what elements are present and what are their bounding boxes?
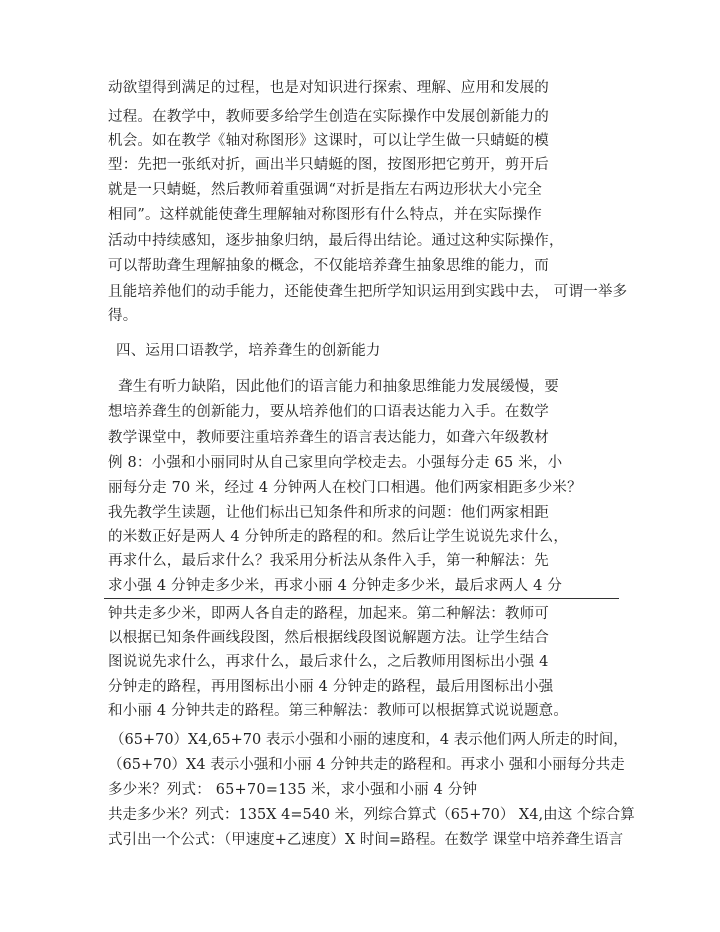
text-line: 相同”。这样就能使聋生理解轴对称图形有什么特点，并在实际操作 — [108, 207, 542, 223]
text-line: 式引出一个公式：（甲速度+乙速度）X 时间=路程。在数学 课堂中培养聋生语言 — [108, 832, 624, 848]
text-line: 共走多少米？列式：135X 4=540 米，列综合算式（65+70） X4,由这 个综合算 — [108, 807, 635, 823]
divider-line — [104, 598, 619, 599]
section-heading: 四、运用口语教学，培养聋生的创新能力 — [116, 343, 381, 359]
text-line: 再求什么，最后求什么？我采用分析法从条件入手，第一种解法：先 — [108, 553, 549, 569]
text-line: 想培养聋生的创新能力，要从培养他们的口语表达能力入手。在数学 — [108, 404, 549, 420]
text-line: 求小强 4 分钟走多少米，再求小丽 4 分钟走多少米，最后求两人 4 分 — [108, 578, 563, 594]
text-line: 型：先把一张纸对折，画出半只蜻蜓的图，按图形把它剪开，剪开后 — [108, 157, 549, 173]
text-line: 过程。在教学中，教师要多给学生创造在实际操作中发展创新能力的 — [108, 109, 549, 125]
text-line: 我先教学生读题，让他们标出已知条件和所求的问题：他们两家相距 — [108, 505, 549, 521]
text-line: 且能培养他们的动手能力，还能使聋生把所学知识运用到实践中去， 可谓一举多 — [108, 284, 628, 300]
text-line: 以根据已知条件画线段图，然后根据线段图说解题方法。让学生结合 — [108, 630, 549, 646]
text-line: 就是一只蜻蜓，然后教师着重强调“对折是指左右两边形状大小完全 — [108, 182, 542, 198]
text-line: 机会。如在教学《轴对称图形》这课时，可以让学生做一只蜻蜓的模 — [108, 133, 549, 149]
text-line: 钟共走多少米，即两人各自走的路程，加起来。第二种解法：教师可 — [108, 606, 549, 622]
text-line: （65+70）X4,65+70 表示小强和小丽的速度和，4 表示他们两人所走的时间， — [110, 732, 628, 748]
text-line: 多少米？列式： 65+70=135 米，求小强和小丽 4 分钟 — [108, 782, 478, 798]
text-line: 图说说先求什么，再求什么，最后求什么，之后教师用图标出小强 4 — [108, 654, 549, 670]
text-line: （65+70）X4 表示小强和小丽 4 分钟共走的路程和。再求小 强和小丽每分共走 — [108, 757, 625, 773]
text-line: 例 8：小强和小丽同时从自己家里向学校走去。小强每分走 65 米，小 — [108, 455, 563, 471]
text-line: 教学课堂中，教师要注重培养聋生的语言表达能力，如聋六年级教材 — [108, 430, 549, 446]
text-line: 和小丽 4 分钟共走的路程。第三种解法：教师可以根据算式说说题意。 — [108, 703, 569, 719]
text-line: 得。 — [108, 308, 138, 324]
text-line: 动欲望得到满足的过程，也是对知识进行探索、理解、应用和发展的 — [108, 80, 549, 96]
text-line: 聋生有听力缺陷，因此他们的语言能力和抽象思维能力发展缓慢，要 — [118, 379, 559, 395]
text-line: 活动中持续感知，逐步抽象归纳，最后得出结论。通过这种实际操作， — [108, 233, 564, 249]
text-line: 可以帮助聋生理解抽象的概念，不仅能培养聋生抽象思维的能力，而 — [108, 258, 549, 274]
text-line: 丽每分走 70 米，经过 4 分钟两人在校门口相遇。他们两家相距多少米？ — [108, 480, 582, 496]
text-line: 分钟走的路程，再用图标出小丽 4 分钟走的路程，最后用图标出小强 — [108, 679, 554, 695]
text-line: 的米数正好是两人 4 分钟所走的路程的和。然后让学生说说先求什么， — [108, 529, 569, 545]
